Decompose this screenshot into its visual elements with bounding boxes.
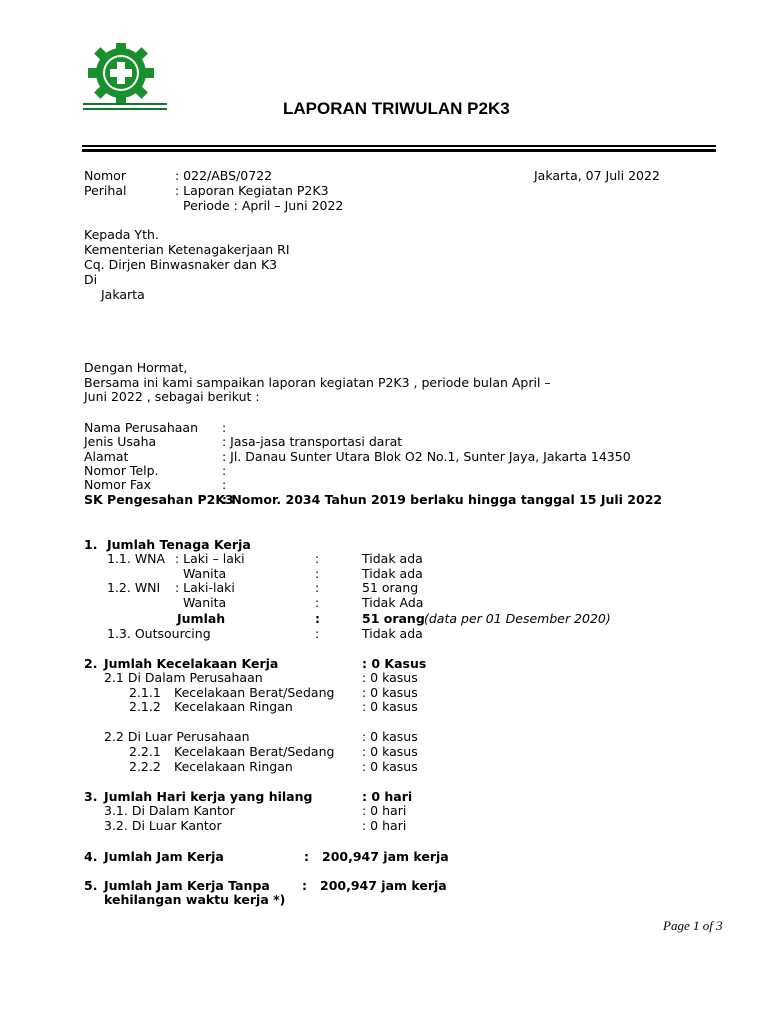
section-number: 4. [84, 849, 98, 864]
greeting: Dengan Hormat, [84, 360, 188, 375]
section-title: Jumlah Kecelakaan Kerja [104, 656, 279, 671]
logo-caption-line [83, 103, 167, 105]
row-label: 1.1. WNA [107, 551, 166, 566]
header-rule [82, 145, 716, 147]
row-value: : 0 kasus [362, 744, 418, 759]
row-label: 2.1 Di Dalam Perusahaan [104, 670, 263, 685]
row-colon: : [315, 566, 320, 581]
row-value: : 0 hari [362, 818, 407, 833]
page-title: LAPORAN TRIWULAN P2K3 [283, 99, 510, 118]
row-value: 51 orang [362, 580, 419, 595]
row-colon: : [315, 611, 320, 626]
section-value: 200,947 jam kerja [320, 878, 447, 893]
row-value: : 0 kasus [362, 699, 418, 714]
row-value: : 0 kasus [362, 685, 418, 700]
row-label: 3.1. Di Dalam Kantor [104, 803, 235, 818]
recipient-line: Cq. Dirjen Binwasnaker dan K3 [84, 257, 278, 272]
row-sublabel: : Laki – laki [175, 551, 245, 566]
company-value: : Jl. Danau Sunter Utara Blok O2 No.1, Sunter Jaya, Jakarta 14350 [222, 449, 631, 464]
header-rule-thick [82, 149, 716, 152]
company-value: : [222, 477, 227, 492]
row-label: Kecelakaan Ringan [174, 759, 293, 774]
row-value: : 0 hari [362, 803, 407, 818]
row-sublabel: Wanita [183, 595, 227, 610]
section-title: Jumlah Tenaga Kerja [107, 537, 251, 552]
row-sublabel: : Laki-laki [175, 580, 235, 595]
logo-caption-line [83, 108, 167, 110]
row-label: 3.2. Di Luar Kantor [104, 818, 222, 833]
row-label: Kecelakaan Berat/Sedang [174, 744, 335, 759]
recipient-line: Jakarta [101, 287, 145, 302]
total-value: 51 orang [362, 611, 425, 626]
row-value: Tidak ada [362, 551, 423, 566]
nomor-label: Nomor [84, 168, 126, 183]
row-colon: : [315, 580, 320, 595]
section-value: 200,947 jam kerja [322, 849, 449, 864]
nomor-value: : 022/ABS/0722 [175, 168, 273, 183]
row-label: Kecelakaan Berat/Sedang [174, 685, 335, 700]
company-label: Jenis Usaha [84, 434, 157, 449]
company-label: Alamat [84, 449, 129, 464]
section-colon: : [302, 878, 307, 893]
row-label: 1.2. WNI [107, 580, 161, 595]
company-label: SK Pengesahan P2K3 [84, 492, 234, 507]
company-value: : Nomor. 2034 Tahun 2019 berlaku hingga tanggal 15 Juli 2022 [222, 492, 663, 507]
section-title-cont: kehilangan waktu kerja *) [104, 892, 286, 907]
row-value: Tidak Ada [362, 595, 424, 610]
periode: Periode : April – Juni 2022 [183, 198, 344, 213]
section-value: : 0 Kasus [362, 656, 427, 671]
intro-line: Juni 2022 , sebagai berikut : [84, 389, 260, 404]
row-number: 2.2.2 [129, 759, 161, 774]
row-number: 2.1.1 [129, 685, 161, 700]
perihal-label: Perihal [84, 183, 127, 198]
row-sublabel: Wanita [183, 566, 227, 581]
gear-cross-logo-icon [88, 43, 154, 103]
row-colon: : [315, 626, 320, 641]
section-title: Jumlah Jam Kerja Tanpa [104, 878, 270, 893]
row-label: Kecelakaan Ringan [174, 699, 293, 714]
company-value: : [222, 420, 227, 435]
row-number: 2.1.2 [129, 699, 161, 714]
row-value: : 0 kasus [362, 759, 418, 774]
intro-line: Bersama ini kami sampaikan laporan kegiatan P2K3 , periode bulan April – [84, 375, 551, 390]
section-number: 3. [84, 789, 98, 804]
row-label: 2.2 Di Luar Perusahaan [104, 729, 250, 744]
row-value: Tidak ada [362, 626, 423, 641]
section-number: 2. [84, 656, 98, 671]
perihal-value: : Laporan Kegiatan P2K3 [175, 183, 329, 198]
total-label: Jumlah [177, 611, 226, 626]
row-number: 2.2.1 [129, 744, 161, 759]
recipient-line: Kepada Yth. [84, 227, 159, 242]
row-value: : 0 kasus [362, 670, 418, 685]
company-label: Nomor Telp. [84, 463, 159, 478]
section-number: 1. [84, 537, 98, 552]
section-colon: : [304, 849, 309, 864]
row-value: Tidak ada [362, 566, 423, 581]
company-label: Nama Perusahaan [84, 420, 199, 435]
section-title: Jumlah Jam Kerja [104, 849, 224, 864]
place-date: Jakarta, 07 Juli 2022 [534, 168, 660, 183]
company-value: : Jasa-jasa transportasi darat [222, 434, 403, 449]
page-number: Page 1 of 3 [663, 918, 723, 933]
row-colon: : [315, 551, 320, 566]
row-colon: : [315, 595, 320, 610]
company-value: : [222, 463, 227, 478]
section-title: Jumlah Hari kerja yang hilang [104, 789, 313, 804]
data-note: (data per 01 Desember 2020) [424, 611, 611, 626]
recipient-line: Kementerian Ketenagakerjaan RI [84, 242, 290, 257]
recipient-line: Di [84, 272, 98, 287]
row-value: : 0 kasus [362, 729, 418, 744]
company-label: Nomor Fax [84, 477, 152, 492]
section-number: 5. [84, 878, 98, 893]
section-value: : 0 hari [362, 789, 413, 804]
row-label: 1.3. Outsourcing [107, 626, 211, 641]
